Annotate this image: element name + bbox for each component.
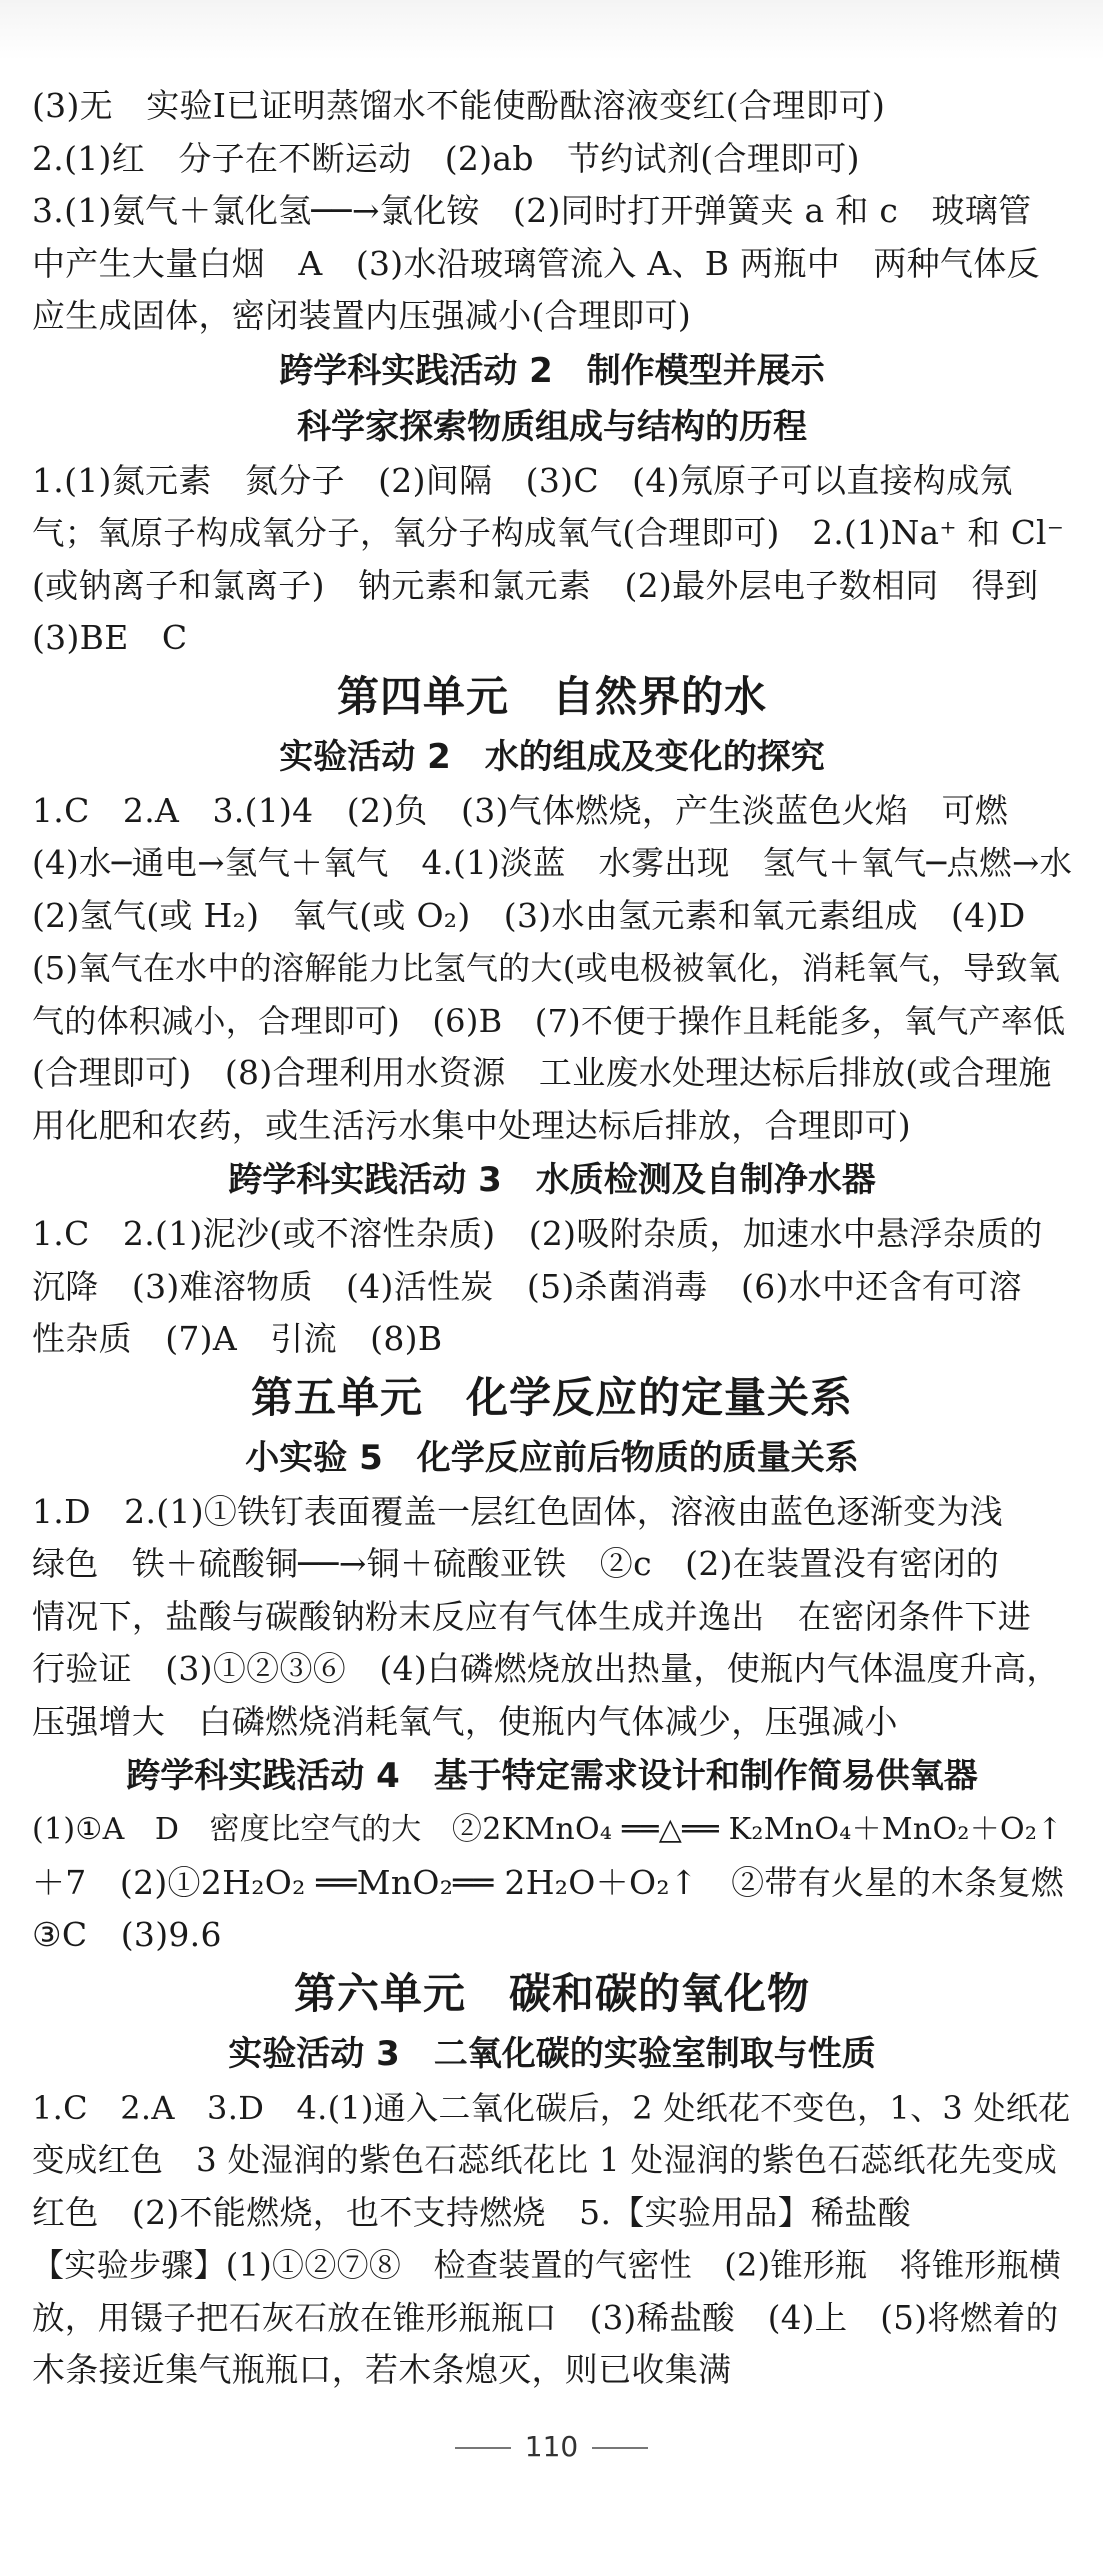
footer-dash-left <box>455 2447 511 2449</box>
answer-line: ＋7 (2)①2H₂O₂ ══MnO₂══ 2H₂O＋O₂↑ ②带有火星的木条复燃 <box>32 1862 1065 1902</box>
answer-line: (2)氢气(或 H₂) 氧气(或 O₂) (3)水由氢元素和氧元素组成 (4)D <box>32 895 1026 935</box>
answer-line: 1.(1)氮元素 氮分子 (2)间隔 (3)C (4)氖原子可以直接构成氖 <box>32 460 1013 500</box>
answer-line: (4)水─通电→氢气＋氧气 4.(1)淡蓝 水雾出现 氢气＋氧气─点燃→水 <box>32 844 1073 882</box>
answer-line: 放，用镊子把石灰石放在锥形瓶瓶口 (3)稀盐酸 (4)上 (5)将燃着的 <box>32 2298 1059 2337</box>
scan-top-shadow <box>0 0 1103 60</box>
page-footer <box>0 2430 1103 2463</box>
activity-heading: 实验活动 3 二氧化碳的实验室制取与性质 <box>228 2033 876 2074</box>
answer-line: 木条接近集气瓶瓶口，若木条熄灭，则已收集满 <box>32 2350 732 2389</box>
answer-line: (合理即可) (8)合理利用水资源 工业废水处理达标后排放(或合理施 <box>32 1053 1052 1092</box>
answer-line: 行验证 (3)①②③⑥ (4)白磷燃烧放出热量，使瓶内气体温度升高， <box>32 1649 1060 1688</box>
page-number: 110 <box>524 2430 579 2463</box>
answer-line: 绿色 铁＋硫酸铜──→铜＋硫酸亚铁 ②c (2)在装置没有密闭的 <box>32 1544 1000 1583</box>
answer-line: 1.C 2.A 3.(1)4 (2)负 (3)气体燃烧，产生淡蓝色火焰 可燃 <box>32 790 1009 830</box>
answer-line: 1.C 2.(1)泥沙(或不溶性杂质) (2)吸附杂质，加速水中悬浮杂质的 <box>32 1214 1043 1253</box>
activity-heading: 小实验 5 化学反应前后物质的质量关系 <box>245 1437 859 1478</box>
activity-heading: 科学家探索物质组成与结构的历程 <box>297 406 807 447</box>
activity-heading: 跨学科实践活动 4 基于特定需求设计和制作简易供氧器 <box>126 1756 978 1796</box>
answer-line: 气的体积减小，合理即可) (6)B (7)不便于操作且耗能多，氧气产率低 <box>32 1001 1066 1040</box>
answer-line: 性杂质 (7)A 引流 (8)B <box>32 1319 443 1358</box>
answer-line: 变成红色 3 处湿润的紫色石蕊纸花比 1 处湿润的紫色石蕊纸花先变成 <box>32 2141 1058 2179</box>
unit-heading: 第五单元 化学反应的定量关系 <box>250 1372 853 1422</box>
answer-line: 2.(1)红 分子在不断运动 (2)ab 节约试剂(合理即可) <box>32 138 860 178</box>
answer-line: 情况下，盐酸与碳酸钠粉末反应有气体生成并逸出 在密闭条件下进 <box>32 1596 1031 1636</box>
unit-heading: 第四单元 自然界的水 <box>336 671 767 721</box>
answer-line: 【实验步骤】(1)①②⑦⑧ 检查装置的气密性 (2)锥形瓶 将锥形瓶横 <box>32 2246 1062 2284</box>
answer-line: (3)无 实验Ⅰ已证明蒸馏水不能使酚酞溶液变红(合理即可) <box>32 86 886 125</box>
answer-content <box>32 80 1072 2397</box>
activity-heading: 实验活动 2 水的组成及变化的探究 <box>279 736 825 777</box>
answer-line: 气；氧原子构成氧分子，氧分子构成氧气(合理即可) 2.(1)Na⁺ 和 Cl⁻ <box>32 514 1065 552</box>
answer-line: 中产生大量白烟 A (3)水沿玻璃管流入 A、B 两瓶中 两种气体反 <box>32 243 1040 283</box>
activity-heading: 跨学科实践活动 3 水质检测及自制净水器 <box>228 1160 876 1200</box>
answer-line: 应生成固体，密闭装置内压强减小(合理即可) <box>32 296 692 335</box>
answer-line: (或钠离子和氯离子) 钠元素和氯元素 (2)最外层电子数相同 得到 <box>32 565 1039 605</box>
answer-line: (5)氧气在水中的溶解能力比氢气的大(或电极被氧化，消耗氧气，导致氧 <box>32 949 1061 987</box>
answer-line: 1.D 2.(1)①铁钉表面覆盖一层红色固体，溶液由蓝色逐渐变为浅 <box>32 1491 1004 1531</box>
answer-line: (1)①A D 密度比空气的大 ②2KMnO₄ ══△══ K₂MnO₄＋MnO₂＋O₂↑ <box>32 1812 1063 1847</box>
answer-line: 压强增大 白磷燃烧消耗氧气，使瓶内气体减少，压强减小 <box>32 1701 898 1741</box>
answer-line: (3)BE C <box>32 618 188 657</box>
answer-line: 红色 (2)不能燃烧，也不支持燃烧 5.【实验用品】稀盐酸 <box>32 2192 911 2232</box>
unit-heading: 第六单元 碳和碳的氧化物 <box>293 1968 810 2018</box>
answer-line: 用化肥和农药，或生活污水集中处理达标后排放，合理即可) <box>32 1105 911 1145</box>
activity-heading: 跨学科实践活动 2 制作模型并展示 <box>279 350 825 391</box>
answer-line: ③C (3)9.6 <box>32 1915 222 1954</box>
answer-line: 1.C 2.A 3.D 4.(1)通入二氧化碳后，2 处纸花不变色，1、3 处纸花 <box>32 2088 1071 2127</box>
answer-line: 沉降 (3)难溶物质 (4)活性炭 (5)杀菌消毒 (6)水中还含有可溶 <box>32 1266 1022 1306</box>
footer-dash-right <box>592 2447 648 2449</box>
answer-line: 3.(1)氨气＋氯化氢──→氯化铵 (2)同时打开弹簧夹 a 和 c 玻璃管 <box>32 191 1032 230</box>
